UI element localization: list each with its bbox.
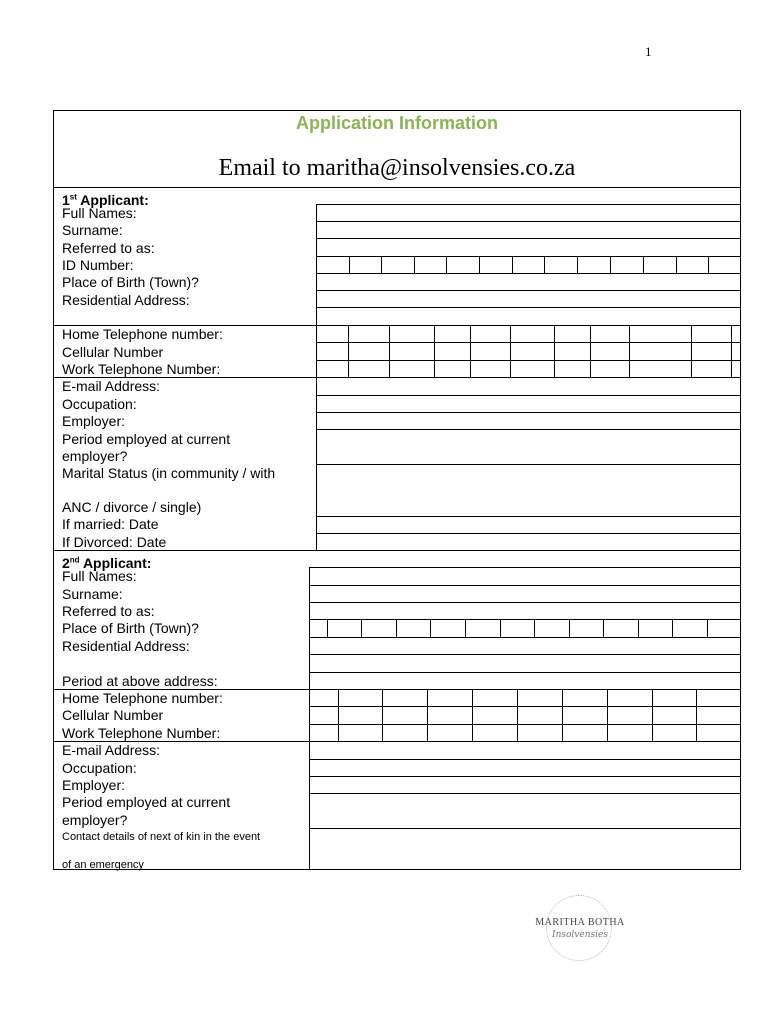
applicant1-email-label: E-mail Address: <box>62 378 161 394</box>
row-divider <box>309 567 740 568</box>
row-divider <box>316 395 740 396</box>
logo-name: MARITHA BOTHA <box>535 917 625 928</box>
row-divider <box>309 654 740 655</box>
page-number: 1 <box>645 44 652 59</box>
applicant1-period-employed-label: Period employed at current <box>62 431 231 447</box>
logo-circle <box>546 895 612 961</box>
id-digit-box-divider <box>479 256 480 273</box>
phone-digit-box-divider <box>382 689 383 741</box>
applicant1-period-employed-label-2: employer? <box>62 448 128 464</box>
applicant1-surname-label: Surname: <box>62 222 123 238</box>
applicant1-marital-status-label: Marital Status (in community / with <box>62 465 276 481</box>
birth-place-box-divider <box>327 619 328 637</box>
applicant1-value-column <box>316 204 317 550</box>
applicant2-heading: 2nd Applicant: <box>62 554 152 571</box>
id-digit-box-divider <box>610 256 611 273</box>
phone-digit-box-divider <box>510 325 511 377</box>
row-divider <box>316 204 740 205</box>
applicant2-referred-label: Referred to as: <box>62 603 155 619</box>
birth-place-box-divider <box>707 619 708 637</box>
phone-digit-box-divider <box>434 325 435 377</box>
section-divider <box>54 550 740 551</box>
row-divider <box>309 793 740 794</box>
applicant2-next-of-kin-label: Contact details of next of kin in the event <box>62 831 261 843</box>
phone-digit-box-divider <box>696 689 697 741</box>
applicant2-work-tel-label: Work Telephone Number: <box>62 725 221 741</box>
applicant2-employer-label: Employer: <box>62 777 126 793</box>
row-divider <box>309 828 740 829</box>
applicant1-residential-address-label: Residential Address: <box>62 292 190 308</box>
applicant2-cellular-label: Cellular Number <box>62 707 164 723</box>
applicant1-occupation-label: Occupation: <box>62 396 137 412</box>
phone-digit-box-divider <box>427 689 428 741</box>
row-divider <box>316 273 740 274</box>
birth-place-box-divider <box>569 619 570 637</box>
applicant2-next-of-kin-label-2: of an emergency <box>62 859 144 871</box>
phone-digit-box-divider <box>348 325 349 377</box>
applicant2-occupation-label: Occupation: <box>62 760 137 776</box>
applicant1-id-number-label: ID Number: <box>62 257 134 273</box>
row-divider <box>316 360 740 361</box>
birth-place-box-divider <box>430 619 431 637</box>
row-divider <box>316 221 740 222</box>
birth-place-box-divider <box>603 619 604 637</box>
applicant2-home-tel-label: Home Telephone number: <box>62 690 223 706</box>
applicant2-full-names-label: Full Names: <box>62 568 137 584</box>
row-divider <box>309 637 740 638</box>
applicant2-email-label: E-mail Address: <box>62 742 161 758</box>
row-divider <box>309 619 740 620</box>
applicant1-cellular-label: Cellular Number <box>62 344 164 360</box>
phone-digit-box-divider <box>652 689 653 741</box>
applicant1-referred-label: Referred to as: <box>62 240 155 256</box>
row-divider <box>316 412 740 413</box>
row-divider <box>54 741 740 742</box>
applicant2-value-column <box>309 567 310 869</box>
phone-digit-box-divider <box>590 325 591 377</box>
applicant1-heading: 1st Applicant: <box>62 191 149 208</box>
row-divider <box>309 706 740 707</box>
applicant2-surname-label: Surname: <box>62 586 123 602</box>
row-divider <box>316 290 740 291</box>
applicant1-if-divorced-label: If Divorced: Date <box>62 534 167 550</box>
phone-digit-box-divider <box>731 325 732 377</box>
applicant1-home-tel-label: Home Telephone number: <box>62 326 223 342</box>
birth-place-box-divider <box>500 619 501 637</box>
applicant2-period-employed-label: Period employed at current <box>62 794 231 810</box>
id-digit-box-divider <box>349 256 350 273</box>
header-divider <box>54 187 740 188</box>
id-digit-box-divider <box>676 256 677 273</box>
address-divider <box>54 325 740 326</box>
id-digit-box-divider <box>544 256 545 273</box>
phone-digit-box-divider <box>562 689 563 741</box>
row-divider <box>316 342 740 343</box>
phone-digit-box-divider <box>472 689 473 741</box>
application-form <box>53 110 741 870</box>
applicant2-place-of-birth-label: Place of Birth (Town)? <box>62 620 199 636</box>
row-divider <box>316 516 740 517</box>
phone-digit-box-divider <box>470 325 471 377</box>
form-title: Application Information <box>296 113 498 133</box>
id-digit-box-divider <box>414 256 415 273</box>
applicant2-period-at-address-label: Period at above address: <box>62 673 218 689</box>
birth-place-box-divider <box>638 619 639 637</box>
email-instruction: Email to maritha@insolvensies.co.za <box>218 155 576 181</box>
id-digit-box-divider <box>446 256 447 273</box>
row-divider <box>309 776 740 777</box>
applicant1-if-married-label: If married: Date <box>62 516 159 532</box>
row-divider <box>309 724 740 725</box>
birth-place-box-divider <box>672 619 673 637</box>
id-digit-box-divider <box>577 256 578 273</box>
applicant1-marital-status-label-2: ANC / divorce / single) <box>62 499 202 515</box>
row-divider <box>309 585 740 586</box>
birth-place-box-divider <box>534 619 535 637</box>
row-divider <box>316 238 740 239</box>
phone-digit-box-divider <box>389 325 390 377</box>
phone-digit-box-divider <box>629 325 630 377</box>
id-digit-box-divider <box>381 256 382 273</box>
logo-subtitle: Insolvensies <box>552 930 608 940</box>
row-divider <box>316 429 740 430</box>
row-divider <box>316 533 740 534</box>
row-divider <box>316 307 740 308</box>
row-divider <box>309 759 740 760</box>
birth-place-box-divider <box>465 619 466 637</box>
id-digit-box-divider <box>643 256 644 273</box>
applicant1-employer-label: Employer: <box>62 413 126 429</box>
applicant1-work-tel-label: Work Telephone Number: <box>62 361 221 377</box>
applicant1-full-names-label: Full Names: <box>62 205 137 221</box>
phone-digit-box-divider <box>691 325 692 377</box>
applicant2-residential-address-label: Residential Address: <box>62 638 190 654</box>
phone-digit-box-divider <box>554 325 555 377</box>
phone-digit-box-divider <box>517 689 518 741</box>
birth-place-box-divider <box>396 619 397 637</box>
id-digit-box-divider <box>512 256 513 273</box>
phone-digit-box-divider <box>607 689 608 741</box>
row-divider <box>309 672 740 673</box>
address-divider <box>54 689 740 690</box>
company-logo <box>528 895 632 961</box>
row-divider <box>309 602 740 603</box>
row-divider <box>54 377 740 378</box>
applicant1-place-of-birth-label: Place of Birth (Town)? <box>62 274 199 290</box>
birth-place-box-divider <box>361 619 362 637</box>
row-divider <box>316 464 740 465</box>
phone-digit-box-divider <box>338 689 339 741</box>
id-digit-box-divider <box>708 256 709 273</box>
applicant2-period-employed-label-2: employer? <box>62 812 128 828</box>
